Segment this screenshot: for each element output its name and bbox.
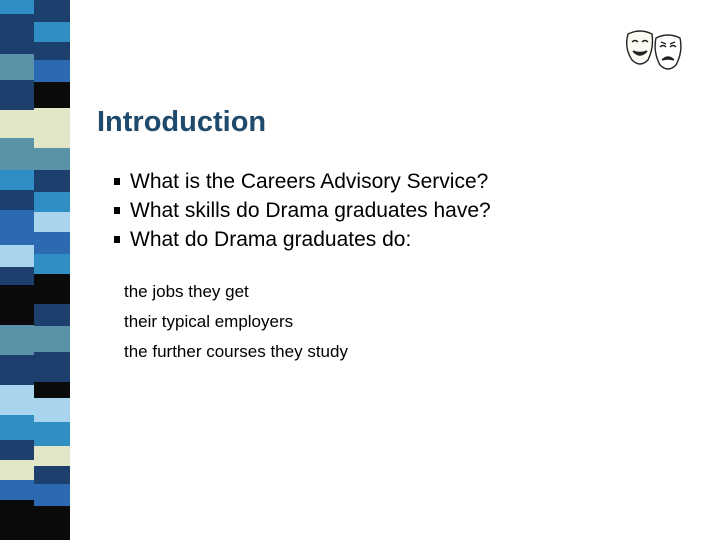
strip-block [34,232,70,254]
strip-block [0,440,34,460]
sub-item: the jobs they get [124,282,249,301]
sub-item-list [124,280,348,370]
strip-block [34,506,70,540]
strip-block [0,480,34,500]
strip-block [34,422,70,446]
bullet-item [97,167,491,196]
strip-block [34,484,70,506]
comedy-tragedy-masks-icon [620,26,688,76]
sub-item: the further courses they study [124,342,348,361]
strip-block [0,80,34,110]
strip-block [0,138,34,170]
bullet-item [97,225,491,254]
strip-block [0,500,34,540]
strip-block [0,245,34,267]
strip-block [34,170,70,192]
tragedy-mask-icon [655,35,681,69]
strip-block [0,110,34,138]
bullet-list [97,167,491,254]
strip-block [0,14,34,54]
strip-block [34,22,70,42]
strip-block [34,254,70,274]
square-bullet-icon [114,178,120,185]
strip-block [0,54,34,80]
strip-block [34,60,70,82]
decorative-color-strip [0,0,72,540]
strip-block [34,352,70,382]
strip-block [34,212,70,232]
strip-block [0,415,34,440]
strip-block [0,460,34,480]
strip-block [0,267,34,285]
strip-block [34,82,70,108]
strip-block [34,108,70,148]
strip-block [34,382,70,398]
strip-block [34,42,70,60]
bullet-text: What do Drama graduates do: [130,228,412,251]
bullet-text: What skills do Drama graduates have? [130,199,491,222]
strip-block [0,325,34,355]
strip-block [34,398,70,422]
strip-block [34,274,70,304]
bullet-item [97,196,491,225]
slide-title: Introduction [97,106,267,138]
strip-block [0,210,34,245]
strip-block [34,148,70,170]
square-bullet-icon [114,207,120,214]
square-bullet-icon [114,236,120,243]
sub-item: their typical employers [124,312,294,331]
strip-block [0,355,34,385]
strip-block [0,385,34,415]
strip-block [0,170,34,190]
strip-block [34,0,70,22]
strip-block [0,190,34,210]
strip-block [34,446,70,466]
strip-block [34,192,70,212]
bullet-text: What is the Careers Advisory Service? [130,170,489,193]
strip-block [34,466,70,484]
strip-block [0,0,34,14]
strip-block [34,326,70,352]
strip-block [0,285,34,325]
comedy-mask-icon [627,31,653,64]
strip-block [34,304,70,326]
